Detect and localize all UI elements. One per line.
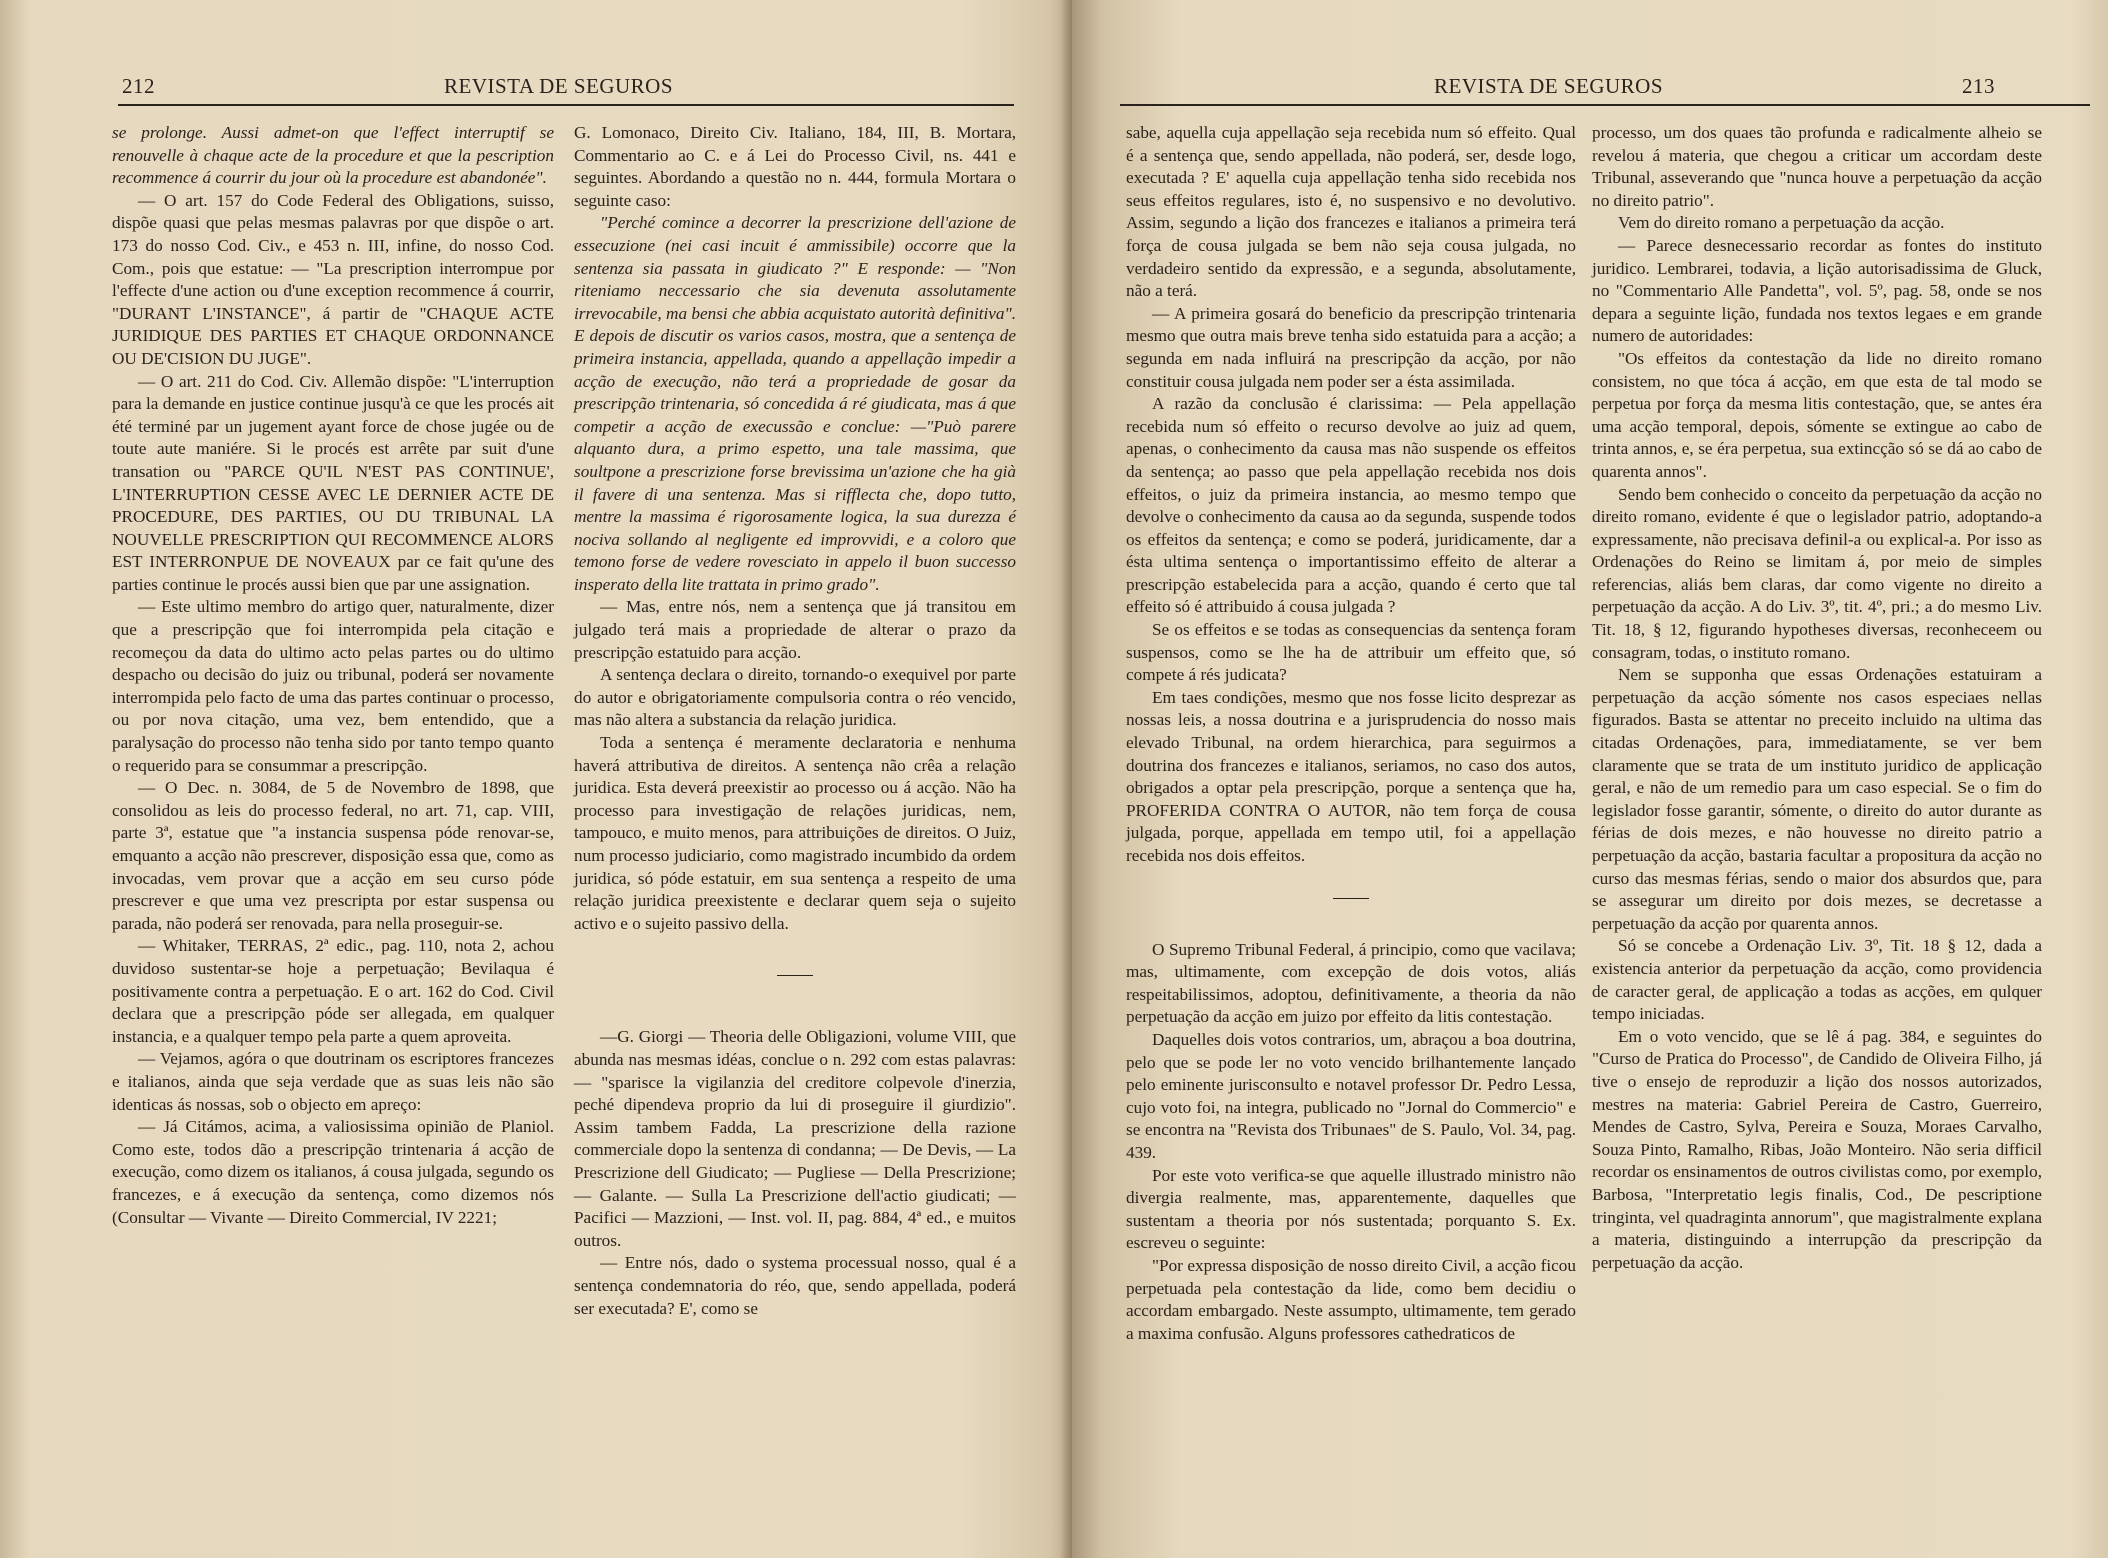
paragraph: —G. Giorgi — Theoria delle Obligazioni, volume VIII, que abunda nas mesmas idéas, conclue o n. 292 com estas palavras: — "sparisce la vigilanzia del creditore colpevole d'inerzia, peché dipendeva proprio da lui di proseguire il giurdizio". Assim tambem Fadda, La prescrizione della razione commerciale dopo la sentenza di condanna; — De Devis, — La Prescrizione dell Giudicato; — Pugliese — Della Prescrizione; — Galante. — Sulla La Prescrizione dell'actio giudicati; — Pacifici — Mazzioni, — Inst. vol. II, pag. 884, 4ª ed., e muitos outros. <box>574 1027 1016 1250</box>
paragraph: — O art. 157 do Code Federal des Obligations, suisso, dispõe quasi que pelas mesmas palavras por que dispõe o art. 173 do nosso Cod. Civ., e 453 n. III, infine, do nosso Cod. Com., pois que estatue: — "La prescription interrompue por l'effecte d'une action ou d'une exception recommence á courrir, "DURANT L'INSTANCE", á partir de "CHAQUE ACTE JURIDIQUE DES PARTIES ET CHAQUE ORDONNANCE OU DE'CISION DU JUGE". <box>112 190 554 368</box>
paragraph: A razão da conclusão é clarissima: — Pela appellação recebida num só effeito o recurso devolve ao juiz ad quem, apenas, o conhecimento da causa mas não suspende os effeitos da sentença; ao passo que pela appellação recebida nos dois effeitos, o juiz da primeira instancia, ao mesmo tempo que devolve o conhecimento da causa ao da segunda, suspende todos os effeitos da sentença; e como se poderá, juridicamente, dar a ésta ultima sentença o importantissimo effeito de alterar a prescripção estabelecida para a acção, quando é certo que tal effeito só é attribuido á cousa julgada ? <box>1126 394 1576 617</box>
right-page-column-2 <box>1592 122 2042 1274</box>
paragraph: — Entre nós, dado o systema processual nosso, qual é a sentença condemnatoria do réo, que, sendo appellada, poderá ser executada? E', como se <box>574 1253 1016 1318</box>
paragraph: — A primeira gosará do beneficio da prescripção trintenaria mesmo que outra mais breve tenha sido estatuida para a acção; a segunda em nada influirá na prescripção da acção, por não constituir cousa julgada nem poder ser a ésta assimilada. <box>1126 303 1576 391</box>
paragraph: Se os effeitos e se todas as consequencias da sentença foram suspensos, como se lhe ha de attribuir um effeito que, só compete á rés judicata? <box>1126 620 1576 685</box>
paragraph: — O Dec. n. 3084, de 5 de Novembro de 1898, que consolidou as leis do processo federal, no art. 71, cap. VIII, parte 3ª, estatue que "a instancia suspensa póde renovar-se, emquanto a acção não prescrever, disposição essa que, como as invocadas, vem provar que a acção em seu curso póde prescrever e que uma vez prescripta por estar suspensa ou parada, não poderá ser renovada, para nella proseguir-se. <box>112 778 554 933</box>
paragraph: Toda a sentença é meramente declaratoria e nenhuma haverá attributiva de direitos. A sentença não crêa a relação juridica. Esta deverá preexistir ao processo ou á acção. Não ha processo para investigação de relações juridicas, nem, tampouco, e muito menos, para attribuições de direitos. O Juiz, num processo judiciario, como magistrado incumbido da ordem juridica, só póde estatuir, em sua sentença a respeito de uma relação juridica preexistente e declarar quem seja o sujeito activo e o sujeito passivo della. <box>574 733 1016 933</box>
paragraph: — Parece desnecessario recordar as fontes do instituto juridico. Lembrarei, todavia, a lição autorisadissima de Gluck, no "Commentario Alle Pandetta", vol. 5º, pag. 58, onde se nos depara a seguinte lição, fundada nos textos legaes e em grande numero de autoridades: <box>1592 235 2042 346</box>
header-rule <box>118 104 1014 109</box>
paragraph: sabe, aquella cuja appellação seja recebida num só effeito. Qual é a sentença que, sendo appellada, não poderá, ser, desde logo, executada ? E' aquella cuja appellação tenha sido recebida nos seus effeitos regulares, isto é, no suspensivo e no devolutivo. Assim, segundo a lição dos francezes e italianos a primeira terá força de cousa julgada se bem não seja cousa julgada, no verdadeiro sentido da expressão, e a segunda, absolutamente, não a terá. <box>1126 123 1576 301</box>
paragraph: Sendo bem conhecido o conceito da perpetuação da acção no direito romano, evidente é que o legislador patrio, adoptando-a expressamente, não precisava definil-a ou explical-a. Por isso as Ordenações do Reino se limitam á, por meio de simples referencias, aliás bem claras, dar como vigente no direito a perpetuação da acção. A do Liv. 3º, tit. 4º, pri.; a do mesmo Liv. Tit. 18, § 12, figurando hypotheses diversas, reconheceem ou consagram, todas, o instituto romano. <box>1592 484 2042 662</box>
paragraph: Em o voto vencido, que se lê á pag. 384, e seguintes do "Curso de Pratica do Processo", de Candido de Oliveira Filho, já tive o ensejo de reproduzir a lição dos nossos autorizados, mestres na materia: Gabriel Pereira de Castro, Guerreiro, Mendes de Castro, Sylva, Pereira e Souza, Moraes Carvalho, Souza Pinto, Ramalho, Ribas, João Monteiro. Não seria difficil recordar os ensinamentos de outros civilistas como, por exemplo, Barbosa, "Interpretatio legis finalis, Cod., De pescriptione tringinta, vel quadraginta annorum", que magistralmente explana a materia, distinguindo a interrupção da prescripção da perpetuação da acção. <box>1592 1026 2042 1272</box>
paragraph: Por este voto verifica-se que aquelle illustrado ministro não divergia realmente, mas, apparentemente, daquelles que sustentam a theoria por nós sustentada; porquanto S. Ex. escreveu o seguinte: <box>1126 1165 1576 1253</box>
paragraph: A sentença declara o direito, tornando-o exequivel por parte do autor e obrigatoriamente compulsoria contra o réo vencido, mas não altera a substancia da relação juridica. <box>574 665 1016 730</box>
paragraph: — Vejamos, agóra o que doutrinam os escriptores francezes e italianos, ainda que seja verdade que as suas leis não são identicas ás nossas, sob o objecto em apreço: <box>112 1049 554 1114</box>
page-number: 213 <box>1962 74 1995 98</box>
paragraph: Nem se supponha que essas Ordenações estatuiram a perpetuação da acção sómente nos casos especiaes nellas figurados. Basta se attentar no preceito incluido na ultima das citadas Ordenações, para, immediatamente, se ver bem claramente que se trata de um instituto juridico de applicação geral, e não de um remedio para um caso especial. Se o fim do legislador fosse garantir, sómente, o direito do autor durante as férias de dois mezes, e não houvesse no direito patrio a perpetuação da acção, bastaria facultar a propositura da acção no curso das mesmas férias, sendo o maior dos absurdos que, para se assegurar um direito por dois mezes, se decretasse a perpetuação da acção por quarenta annos. <box>1592 665 2042 933</box>
paragraph: — O art. 211 do Cod. Civ. Allemão dispõe: "L'interruption para la demande en justice continue jusqu'à ce que les procés ait été terminé par un jugement ayant force de chose jugée ou de toute aute maniére. Si le procés est arrête par suit d'une transation ou "PARCE QU'IL N'EST PAS CONTINUE', L'INTERRUPTION CESSE AVEC LE DERNIER ACTE DE PROCEDURE, DES PARTIES, OU DU TRIBUNAL LA NOUVELLE PRESCRIPTION QUI RECOMMENCE ALORS EST INTERRONPUE DE NOVEAUX par ce fait qu'une des parties continue le procés aussi bien que par une assignation. <box>112 371 554 594</box>
left-page-column-1 <box>112 122 554 1229</box>
paragraph: Só se concebe a Ordenação Liv. 3º, Tit. 18 § 12, dada a existencia anterior da perpetuação da acção, como providencia de caracter geral, de applicação a todas as acções, em qulquer tempo iniciadas. <box>1592 936 2042 1024</box>
paragraph: — Já Citámos, acima, a valiosissima opinião de Planiol. Como este, todos dão a prescripção trintenaria á acção de execução, como dizem os italianos, á cousa julgada, segundo os francezes, e á execução da sentença, como dizemos nós (Consultar — Vivante — Direito Commercial, IV 2221; <box>112 1117 554 1227</box>
right-page-column-1 <box>1126 122 1576 1345</box>
paragraph: Vem do direito romano a perpetuação da acção. <box>1618 213 1945 233</box>
quotation: "Perché comince a decorrer la prescrizione dell'azione de essecuzione (nei casi incuit é ammissibile) occorre que la sentenza sia passata in giudicato ?" E responde: — "Non riteniamo neccessario che sia devenuta assolutamente irrevocabile, ma bensi che abbia acquistato autorità definitiva". E depois de discutir os varios casos, mostra, que a sentença de primeira instancia, appellada, quando a appellação impedir a acção de execução, não terá a propriedade de gosar da prescripção trintenaria, só concedida á ré giudicata, mas á que competir a acção de execussão e conclue: —"Può parere alquanto dura, a primo espetto, una tale massima, que soultpone a prescrizione forse brevissima un'azione che ha già il favere di una sentenza. Mas si rifflecta che, dopo tutto, mentre la massima é rigorosamente logica, la sua durezza é nociva sollando al negligente ed improvvidi, e a coloro que temono forse de vedere rovesciato in appelo il buon successo insperato della lite trattata in primo grado". <box>574 213 1016 594</box>
paragraph: se prolonge. Aussi admet-on que l'effect interruptif se renouvelle à chaque acte de la procedure et que la pescription recommence á courrir du jour où la procedure est abandonée". <box>112 123 554 188</box>
header-rule <box>1120 104 2090 109</box>
paragraph: processo, um dos quaes tão profunda e radicalmente alheio se revelou á materia, que chegou a criticar um accordam deste Tribunal, asseverando que "nunca houve a perpetuação da acção no direito patrio". <box>1592 123 2042 210</box>
paragraph: G. Lomonaco, Direito Civ. Italiano, 184, III, B. Mortara, Commentario ao C. e á Lei do Processo Civil, ns. 441 e seguintes. Abordando a questão no n. 444, formula Mortara o seguinte caso: <box>574 123 1016 210</box>
running-head: REVISTA DE SEGUROS <box>444 74 674 98</box>
paragraph: Em taes condições, mesmo que nos fosse licito desprezar as nossas leis, a nossa doutrina e a jurisprudencia do nosso mais elevado Tribunal, na ordem hierarchica, para seguirmos a doutrina dos francezes e italianos, seriamos, no caso dos autos, obrigados a optar pela prescripção, porque a sentença que ha, PROFERIDA CONTRA O AUTOR, não tem força de cousa julgada, porque, appellada em tempo util, foi a appellação recebida nos dois effeitos. <box>1126 687 1576 865</box>
paragraph: — Whitaker, TERRAS, 2ª edic., pag. 110, nota 2, achou duvidoso sustentar-se hoje a perpetuação; Bevilaqua é positivamente contra a perpetuação. E o art. 162 do Cod. Civil declara que a prescripção póde ser allegada, em qualquer instancia, e a qualquer tempo pela parte a quem aproveita. <box>112 936 554 1046</box>
running-head: REVISTA DE SEGUROS <box>1434 74 1664 98</box>
quotation: "Os effeitos da contestação da lide no direito romano consistem, no que tóca á acção, em que esta de tal modo se perpetua por força da mesma litis contestação, que, se antes éra uma acção temporal, depois, sómente se extingue ao cabo de trinta annos, e, se éra perpetua, sua extincção só se dá ao cabo de quarenta annos". <box>1592 348 2042 481</box>
page-number: 212 <box>122 74 155 98</box>
section-separator <box>777 975 813 976</box>
paragraph: — Mas, entre nós, nem a sentença que já transitou em julgado terá mais a propriedade de alterar o prazo da prescripção estatuido para acção. <box>574 597 1016 662</box>
paragraph: O Supremo Tribunal Federal, á principio, como que vacilava; mas, ultimamente, com excepção de dois votos, aliás respeitabilissimos, adoptou, definitivamente, a theoria da não perpetuação da acção em juizo por effeito da litis contestação. <box>1126 939 1576 1027</box>
paragraph: Daquelles dois votos contrarios, um, abraçou a boa doutrina, pelo que se pode ler no voto vencido brilhantemente lançado pelo eminente jurisconsulto e notavel professor Dr. Pedro Lessa, cujo voto foi, na integra, publicado no "Jornal do Commercio" e se encontra na "Revista dos Tribunaes" de S. Paulo, Vol. 34, pag. 439. <box>1126 1029 1576 1162</box>
section-separator <box>1333 898 1369 899</box>
paragraph: "Por expressa disposição de nosso direito Civil, a acção ficou perpetuada pela contestação da lide, como bem decidiu o accordam embargado. Neste assumpto, ultimamente, tem gerado a maxima confusão. Alguns professores cathedraticos de <box>1126 1255 1576 1343</box>
right-page <box>1072 0 2108 1558</box>
paragraph: — Este ultimo membro do artigo quer, naturalmente, dizer que a prescripção que foi interrompida pela citação e recomeçou da data do ultimo acto pelas partes ou do ultimo despacho ou decisão do juiz ou tribunal, poderá ser novamente interrompida pelo facto de uma das partes continuar o processo, ou por nova citação, uma vez, bem entendido, que a paralysação do processo não tenha sido por tanto tempo quanto o requerido para se consummar a prescripção. <box>112 597 554 775</box>
left-page-column-2 <box>574 122 1016 1320</box>
